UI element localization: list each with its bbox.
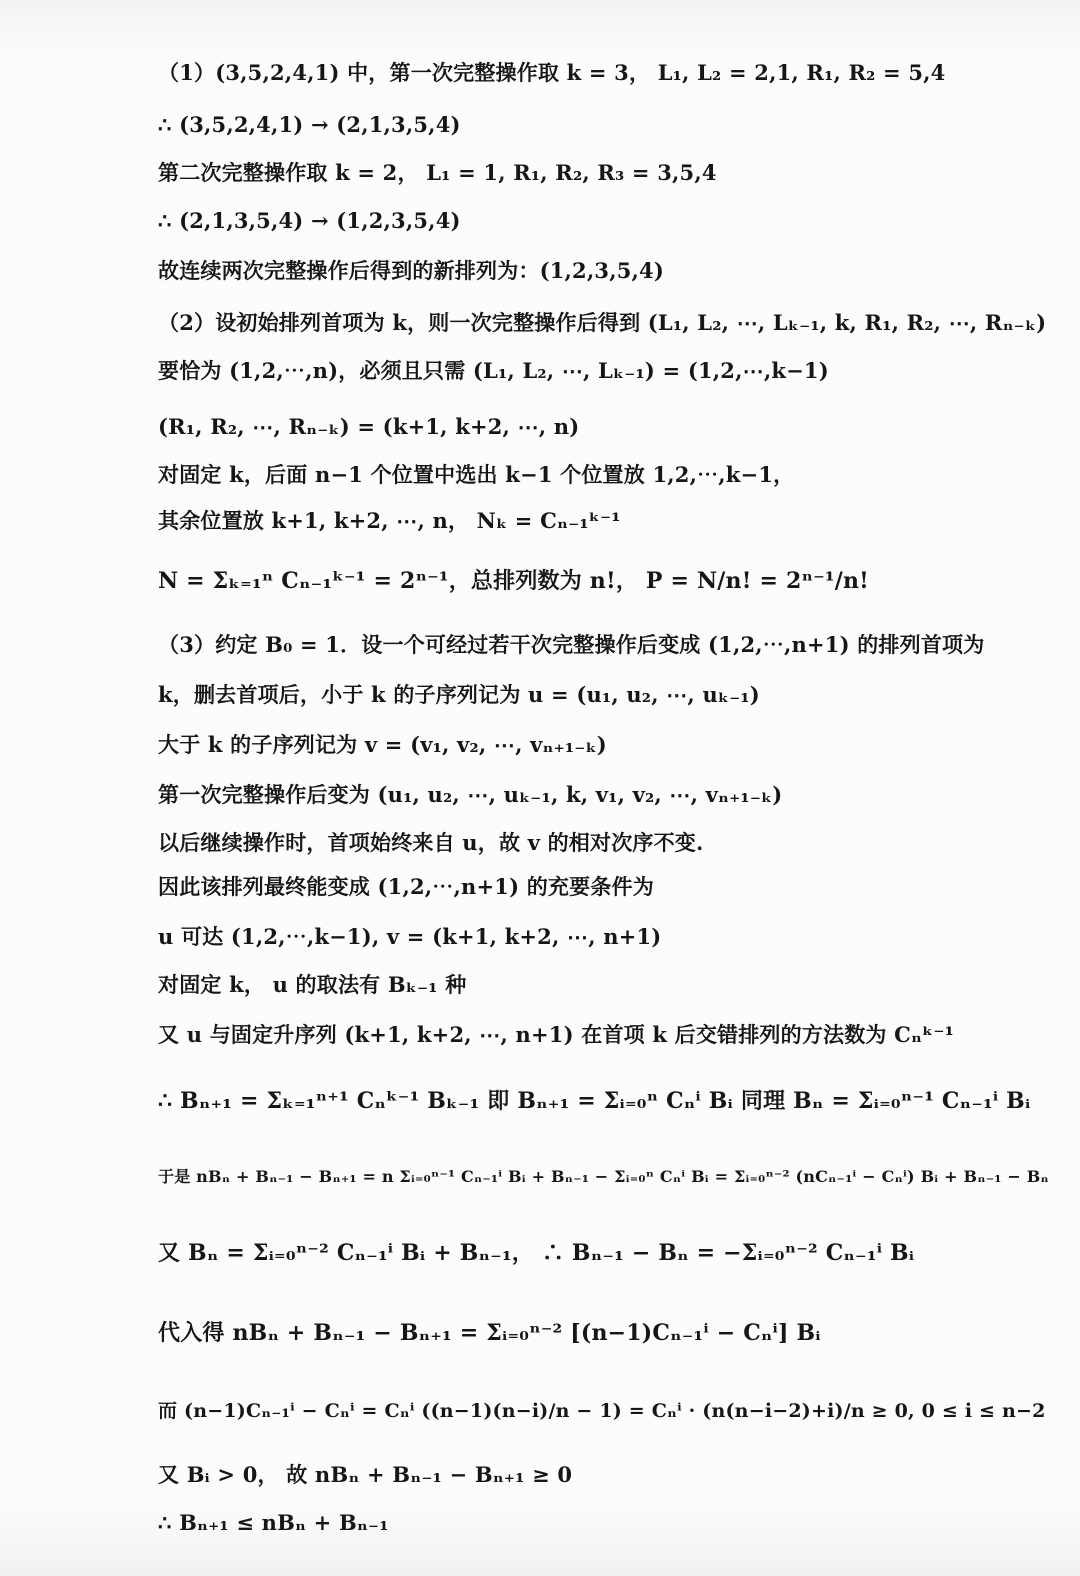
solution-line-9: 对固定 k，后面 n−1 个位置中选出 k−1 个位置放 1,2,⋯,k−1， <box>158 462 795 487</box>
solution-line-26: 又 Bᵢ > 0， 故 nBₙ + Bₙ₋₁ − Bₙ₊₁ ≥ 0 <box>158 1462 573 1487</box>
solution-line-15: 第一次完整操作后变为 (u₁, u₂, ⋯, uₖ₋₁, k, v₁, v₂, ⋯, vₙ₊₁₋ₖ) <box>158 782 783 807</box>
solution-line-18: u 可达 (1,2,⋯,k−1), v = (k+1, k+2, ⋯, n+1) <box>158 924 662 949</box>
solution-line-27: ∴ Bₙ₊₁ ≤ nBₙ + Bₙ₋₁ <box>158 1510 389 1535</box>
solution-line-14: 大于 k 的子序列记为 v = (v₁, v₂, ⋯, vₙ₊₁₋ₖ) <box>158 732 607 757</box>
solution-line-24: 代入得 nBₙ + Bₙ₋₁ − Bₙ₊₁ = Σᵢ₌₀ⁿ⁻² [(n−1)Cₙ₋₁ⁱ − Cₙⁱ] Bᵢ <box>158 1320 821 1346</box>
solution-line-10: 其余位置放 k+1, k+2, ⋯, n， Nₖ = Cₙ₋₁ᵏ⁻¹ <box>158 508 621 533</box>
solution-line-7: 要恰为 (1,2,⋯,n)，必须且只需 (L₁, L₂, ⋯, Lₖ₋₁) = (1,2,⋯,k−1) <box>158 358 829 383</box>
solution-line-4: ∴ (2,1,3,5,4) → (1,2,3,5,4) <box>158 208 461 233</box>
solution-line-12: （3）约定 B₀ = 1．设一个可经过若干次完整操作后变成 (1,2,⋯,n+1) 的排列首项为 <box>158 632 985 657</box>
solution-line-22: 于是 nBₙ + Bₙ₋₁ − Bₙ₊₁ = n Σᵢ₌₀ⁿ⁻¹ Cₙ₋₁ⁱ Bᵢ + Bₙ₋₁ − Σᵢ₌₀ⁿ Cₙⁱ Bᵢ = Σᵢ₌₀ⁿ⁻² (nCₙ₋₁ⁱ − Cₙⁱ) Bᵢ + Bₙ₋₁ − Bₙ <box>158 1167 1049 1186</box>
solution-line-16: 以后继续操作时，首项始终来自 u，故 v 的相对次序不变. <box>158 830 704 855</box>
solution-line-17: 因此该排列最终能变成 (1,2,⋯,n+1) 的充要条件为 <box>158 874 654 899</box>
solution-line-20: 又 u 与固定升序列 (k+1, k+2, ⋯, n+1) 在首项 k 后交错排列的方法数为 Cₙᵏ⁻¹ <box>158 1022 955 1047</box>
solution-line-21: ∴ Bₙ₊₁ = Σₖ₌₁ⁿ⁺¹ Cₙᵏ⁻¹ Bₖ₋₁ 即 Bₙ₊₁ = Σᵢ₌₀ⁿ Cₙⁱ Bᵢ 同理 Bₙ = Σᵢ₌₀ⁿ⁻¹ Cₙ₋₁ⁱ Bᵢ <box>158 1088 1031 1114</box>
solution-line-23: 又 Bₙ = Σᵢ₌₀ⁿ⁻² Cₙ₋₁ⁱ Bᵢ + Bₙ₋₁， ∴ Bₙ₋₁ − Bₙ = −Σᵢ₌₀ⁿ⁻² Cₙ₋₁ⁱ Bᵢ <box>158 1240 915 1266</box>
solution-line-1: （1）(3,5,2,4,1) 中，第一次完整操作取 k = 3， L₁, L₂ = 2,1, R₁, R₂ = 5,4 <box>158 60 946 85</box>
solution-line-11: N = Σₖ₌₁ⁿ Cₙ₋₁ᵏ⁻¹ = 2ⁿ⁻¹，总排列数为 n!， P = N/n! = 2ⁿ⁻¹/n! <box>158 568 870 594</box>
solution-line-19: 对固定 k， u 的取法有 Bₖ₋₁ 种 <box>158 972 467 997</box>
solution-line-8: (R₁, R₂, ⋯, Rₙ₋ₖ) = (k+1, k+2, ⋯, n) <box>158 414 580 439</box>
solution-line-13: k，删去首项后，小于 k 的子序列记为 u = (u₁, u₂, ⋯, uₖ₋₁) <box>158 682 760 707</box>
solution-line-2: ∴ (3,5,2,4,1) → (2,1,3,5,4) <box>158 112 461 137</box>
solution-line-6: （2）设初始排列首项为 k，则一次完整操作后得到 (L₁, L₂, ⋯, Lₖ₋₁, k, R₁, R₂, ⋯, Rₙ₋ₖ) <box>158 310 1047 335</box>
solution-line-5: 故连续两次完整操作后得到的新排列为：(1,2,3,5,4) <box>158 258 664 283</box>
solution-line-25: 而 (n−1)Cₙ₋₁ⁱ − Cₙⁱ = Cₙⁱ ((n−1)(n−i)/n − 1) = Cₙⁱ · (n(n−i−2)+i)/n ≥ 0, 0 ≤ i ≤ n−2 <box>158 1400 1046 1422</box>
solution-line-3: 第二次完整操作取 k = 2， L₁ = 1, R₁, R₂, R₃ = 3,5,4 <box>158 160 717 185</box>
